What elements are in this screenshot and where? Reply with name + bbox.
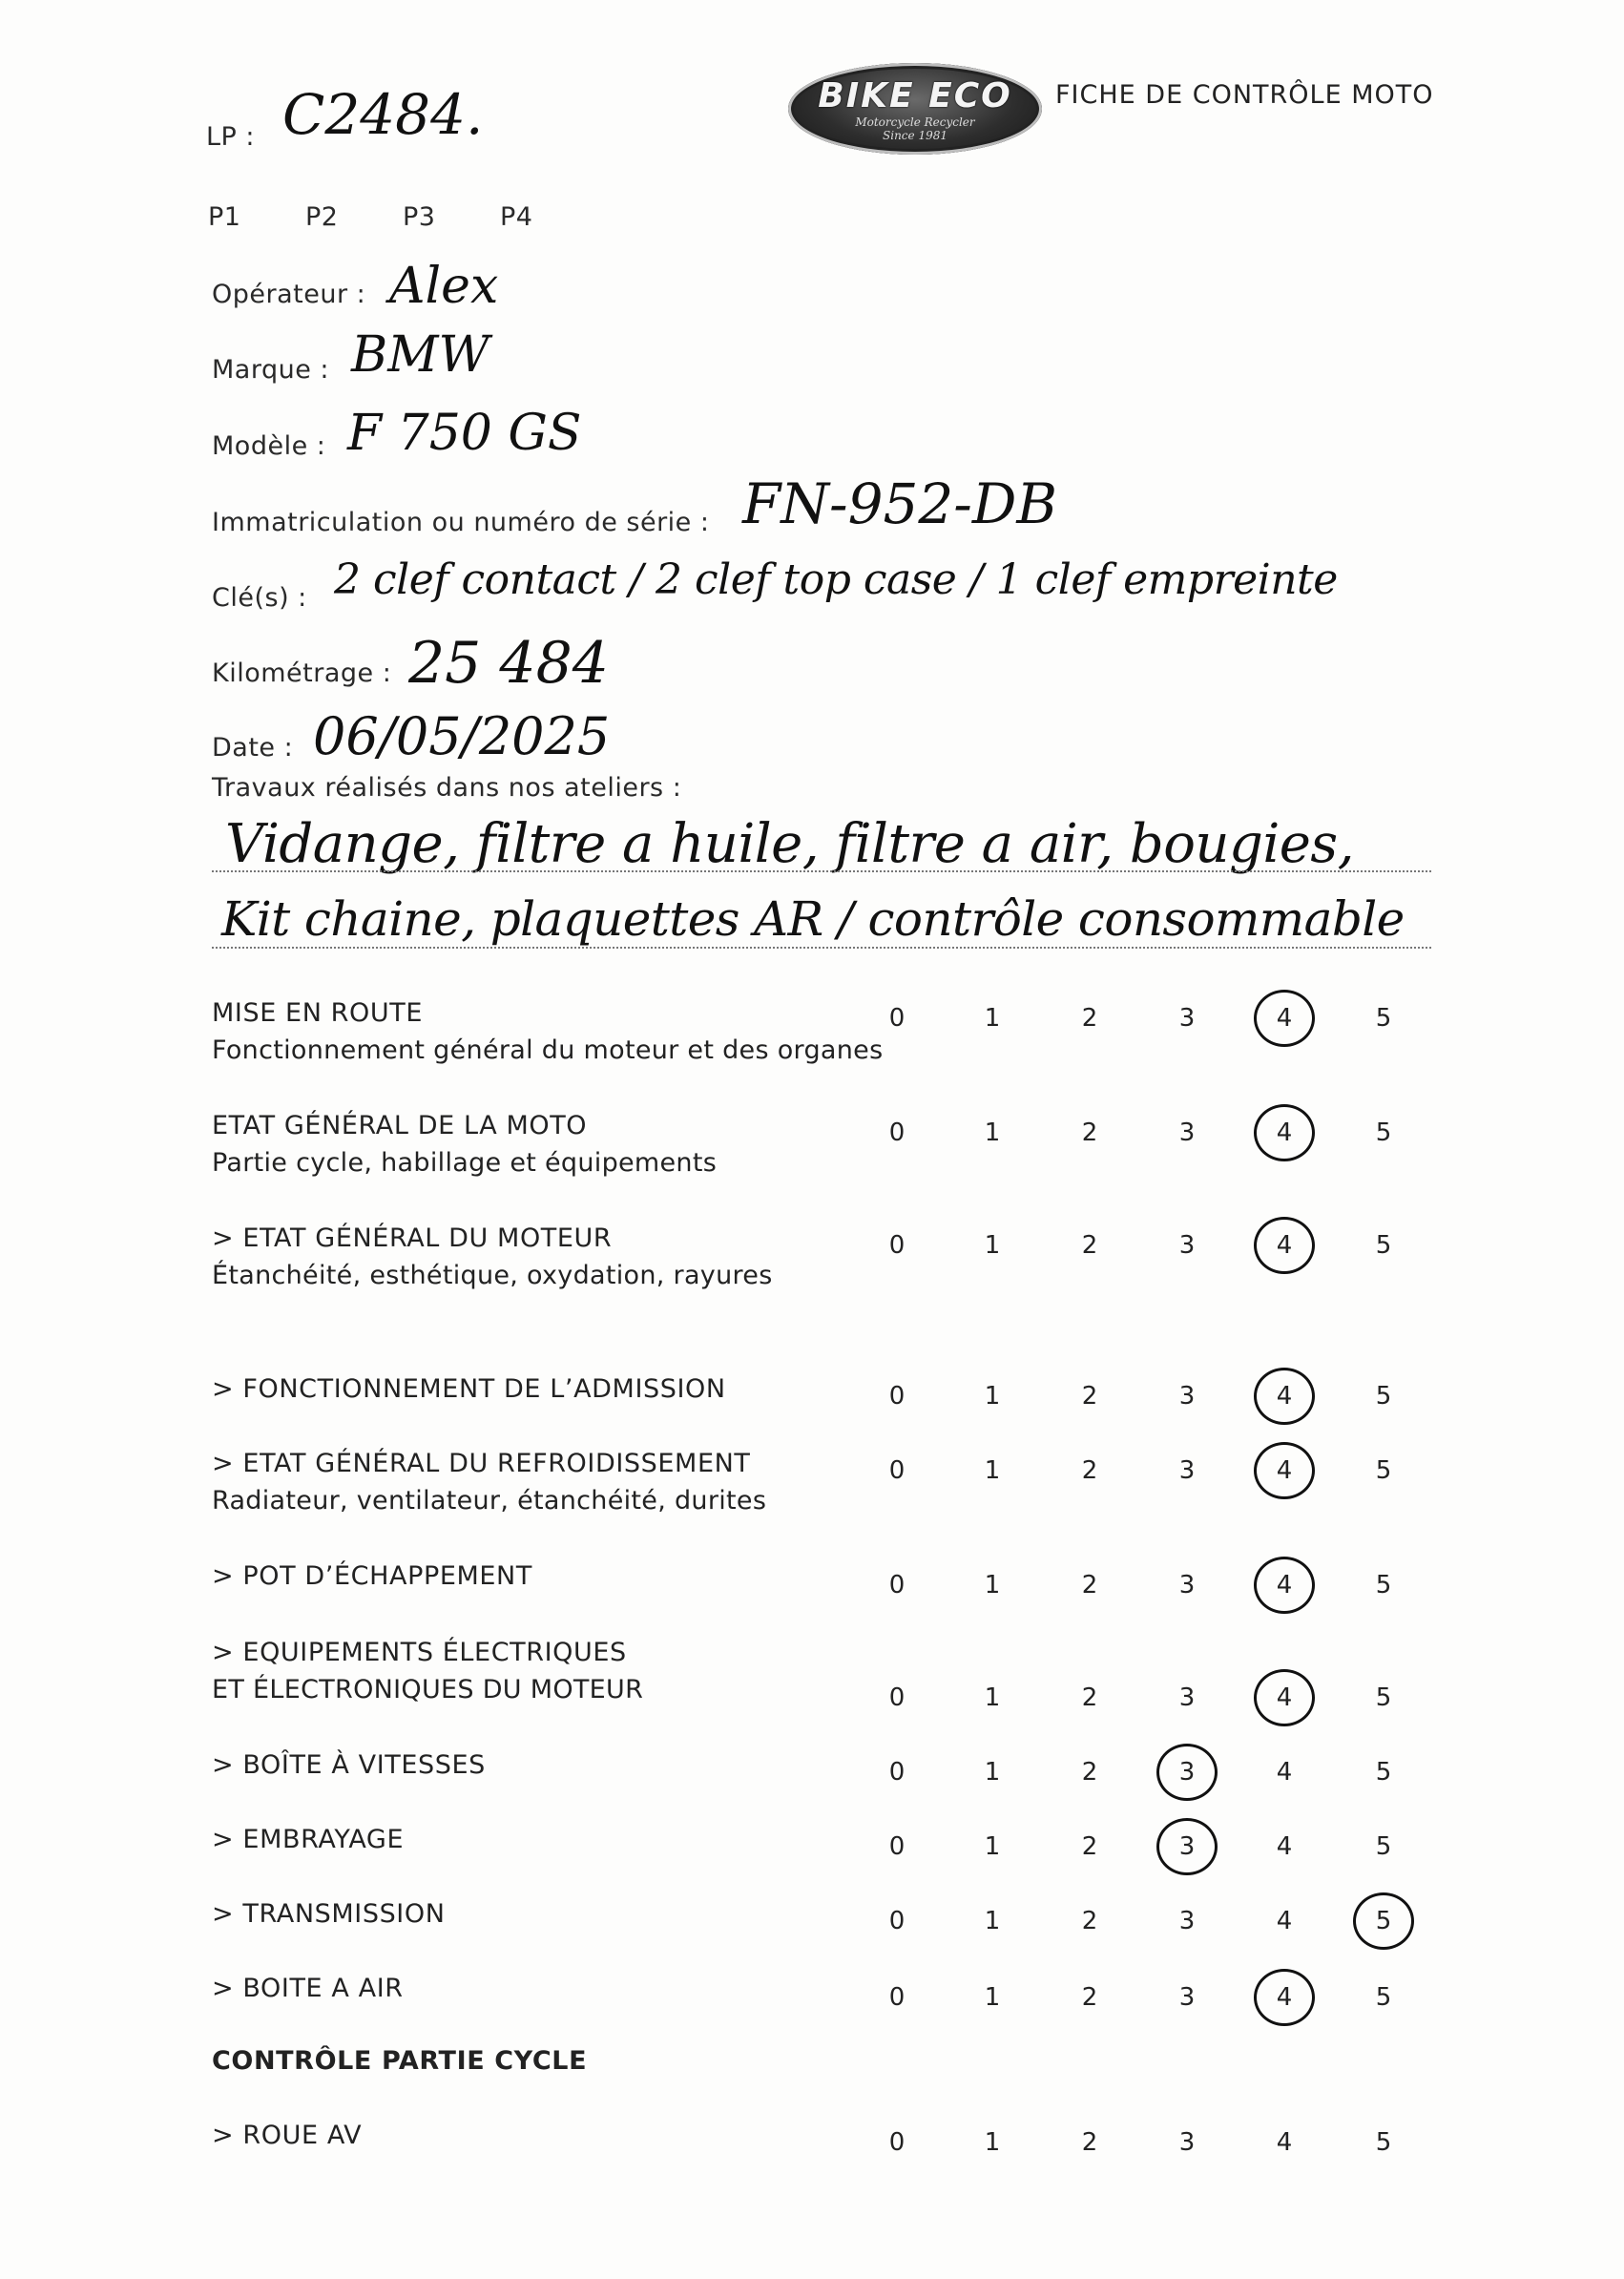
checklist-item-score-1[interactable]: 1 (984, 1119, 1001, 1147)
checklist-item-score-3[interactable]: 3 (1178, 1758, 1196, 1787)
cles-value: 2 clef contact / 2 clef top case / 1 clef empreinte (334, 555, 1338, 604)
logo-tagline-1: Motorcycle Recycler (855, 115, 975, 129)
cycle-item-score-0[interactable]: 0 (888, 2128, 906, 2157)
checklist-item-title: > BOÎTE À VITESSES (212, 1750, 486, 1780)
checklist-item-score-4[interactable]: 4 (1276, 1907, 1293, 1935)
checklist-item-score-4[interactable]: 4 (1276, 1683, 1293, 1712)
checklist-item-score-4[interactable]: 4 (1276, 1571, 1293, 1599)
checklist-item-score-0[interactable]: 0 (888, 1832, 906, 1861)
cycle-item-score-2[interactable]: 2 (1081, 2128, 1098, 2157)
checklist-item-selected-circle (1254, 1217, 1315, 1274)
checklist-item-score-5[interactable]: 5 (1375, 1119, 1392, 1147)
checklist-item-score-2[interactable]: 2 (1081, 1571, 1098, 1599)
checklist-item-score-4[interactable]: 4 (1276, 1758, 1293, 1787)
checklist-item-score-1[interactable]: 1 (984, 1456, 1001, 1485)
checklist-item-score-2[interactable]: 2 (1081, 1119, 1098, 1147)
travaux-line-2: Kit chaine, plaquettes AR / contrôle consommable (221, 891, 1405, 947)
checklist-item-score-2[interactable]: 2 (1081, 1907, 1098, 1935)
checklist-item-score-0[interactable]: 0 (888, 1907, 906, 1935)
cycle-section-title: CONTRÔLE PARTIE CYCLE (212, 2046, 588, 2076)
checklist-item-score-0[interactable]: 0 (888, 1983, 906, 2012)
marque-label: Marque : (212, 355, 330, 385)
checklist-item-score-5[interactable]: 5 (1375, 1832, 1392, 1861)
immat-label: Immatriculation ou numéro de série : (212, 508, 710, 537)
checklist-item-title: > POT D’ÉCHAPPEMENT (212, 1561, 532, 1591)
checklist-item-score-1[interactable]: 1 (984, 1758, 1001, 1787)
cycle-item-score-4[interactable]: 4 (1276, 2128, 1293, 2157)
date-value: 06/05/2025 (313, 706, 611, 766)
checklist-item-title: > ETAT GÉNÉRAL DU REFROIDISSEMENT (212, 1449, 751, 1478)
checklist-item-score-0[interactable]: 0 (888, 1119, 906, 1147)
checklist-item-score-1[interactable]: 1 (984, 1571, 1001, 1599)
checklist-item-score-4[interactable]: 4 (1276, 1456, 1293, 1485)
travaux-label: Travaux réalisés dans nos ateliers : (212, 773, 682, 803)
checklist-item-score-3[interactable]: 3 (1178, 1983, 1196, 2012)
position-p1: P1 (208, 202, 241, 232)
checklist-item-row-3 (212, 1374, 726, 1404)
checklist-item-score-2[interactable]: 2 (1081, 1832, 1098, 1861)
cles-label: Clé(s) : (212, 583, 307, 613)
checklist-item-score-2[interactable]: 2 (1081, 1231, 1098, 1260)
checklist-item-score-4[interactable]: 4 (1276, 1382, 1293, 1411)
checklist-item-title: > TRANSMISSION (212, 1899, 446, 1929)
travaux-dotted-line-2 (212, 947, 1431, 949)
checklist-item-row-7 (212, 1750, 486, 1780)
checklist-item-row-9 (212, 1899, 446, 1929)
checklist-item-score-2[interactable]: 2 (1081, 1004, 1098, 1033)
operateur-label: Opérateur : (212, 280, 366, 309)
checklist-item-score-3[interactable]: 3 (1178, 1907, 1196, 1935)
km-value: 25 484 (408, 630, 609, 697)
checklist-item-score-5[interactable]: 5 (1375, 1231, 1392, 1260)
checklist-item-row-5 (212, 1561, 532, 1591)
checklist-item-row-8 (212, 1825, 404, 1854)
checklist-item-score-1[interactable]: 1 (984, 1683, 1001, 1712)
cycle-item-score-3[interactable]: 3 (1178, 2128, 1196, 2157)
travaux-dotted-line-1 (212, 870, 1431, 872)
km-label: Kilométrage : (212, 659, 392, 688)
checklist-item-score-2[interactable]: 2 (1081, 1758, 1098, 1787)
checklist-item-selected-circle (1254, 1669, 1315, 1726)
checklist-item-score-5[interactable]: 5 (1375, 1983, 1392, 2012)
checklist-item-selected-circle (1254, 990, 1315, 1047)
checklist-item-score-0[interactable]: 0 (888, 1758, 906, 1787)
checklist-item-selected-circle (1254, 1969, 1315, 2026)
checklist-item-score-1[interactable]: 1 (984, 1832, 1001, 1861)
checklist-item-score-2[interactable]: 2 (1081, 1683, 1098, 1712)
cycle-item-row-0 (212, 2121, 362, 2150)
logo-text: BIKE ECO (818, 76, 1012, 115)
checklist-item-score-0[interactable]: 0 (888, 1683, 906, 1712)
checklist-item-subtitle: Fonctionnement général du moteur et des organes (212, 1035, 884, 1065)
checklist-item-title: > ETAT GÉNÉRAL DU MOTEUR (212, 1223, 613, 1253)
checklist-item-selected-circle (1254, 1104, 1315, 1161)
checklist-item-score-3[interactable]: 3 (1178, 1456, 1196, 1485)
bike-eco-logo (788, 63, 1042, 155)
operateur-value: Alex (389, 258, 499, 315)
checklist-item-row-2 (212, 1223, 773, 1290)
checklist-item-selected-circle (1254, 1557, 1315, 1614)
checklist-item-score-3[interactable]: 3 (1178, 1004, 1196, 1033)
checklist-item-score-1[interactable]: 1 (984, 1907, 1001, 1935)
checklist-item-row-10 (212, 1974, 404, 2003)
checklist-item-title: > BOITE A AIR (212, 1974, 404, 2003)
checklist-item-score-4[interactable]: 4 (1276, 1231, 1293, 1260)
checklist-item-row-4 (212, 1449, 766, 1516)
checklist-item-score-1[interactable]: 1 (984, 1231, 1001, 1260)
checklist-item-score-0[interactable]: 0 (888, 1231, 906, 1260)
checklist-item-score-2[interactable]: 2 (1081, 1382, 1098, 1411)
checklist-item-selected-circle (1156, 1818, 1218, 1875)
checklist-item-score-4[interactable]: 4 (1276, 1004, 1293, 1033)
logo-tagline-2: Since 1981 (883, 129, 947, 142)
checklist-item-selected-circle (1254, 1368, 1315, 1425)
checklist-item-selected-circle (1254, 1442, 1315, 1499)
immat-value: FN-952-DB (742, 471, 1058, 536)
checklist-item-score-3[interactable]: 3 (1178, 1832, 1196, 1861)
checklist-item-score-5[interactable]: 5 (1375, 1004, 1392, 1033)
checklist-item-score-3[interactable]: 3 (1178, 1119, 1196, 1147)
lp-label: LP : (206, 122, 256, 152)
modele-value: F 750 GS (347, 405, 582, 462)
checklist-item-title: > EQUIPEMENTS ÉLECTRIQUES (212, 1638, 627, 1667)
date-label: Date : (212, 733, 294, 763)
position-p4: P4 (500, 202, 533, 232)
checklist-item-score-5[interactable]: 5 (1375, 1382, 1392, 1411)
checklist-item-score-5[interactable]: 5 (1375, 1758, 1392, 1787)
checklist-item-title: ETAT GÉNÉRAL DE LA MOTO (212, 1111, 588, 1140)
travaux-line-1: Vidange, filtre a huile, filtre a air, bougies, (225, 813, 1354, 875)
checklist-item-score-5[interactable]: 5 (1375, 1456, 1392, 1485)
checklist-item-score-5[interactable]: 5 (1375, 1571, 1392, 1599)
checklist-item-score-5[interactable]: 5 (1375, 1683, 1392, 1712)
checklist-item-score-3[interactable]: 3 (1178, 1683, 1196, 1712)
checklist-item-score-4[interactable]: 4 (1276, 1119, 1293, 1147)
lp-value: C2484. (282, 82, 484, 147)
position-p3: P3 (403, 202, 436, 232)
checklist-item-selected-circle (1353, 1892, 1414, 1950)
page-title: FICHE DE CONTRÔLE MOTO (1055, 80, 1434, 110)
checklist-item-score-4[interactable]: 4 (1276, 1832, 1293, 1861)
checklist-item-row-1 (212, 1111, 717, 1178)
checklist-item-score-0[interactable]: 0 (888, 1382, 906, 1411)
checklist-item-subtitle: Radiateur, ventilateur, étanchéité, durites (212, 1486, 767, 1516)
cycle-item-score-1[interactable]: 1 (984, 2128, 1001, 2157)
checklist-item-selected-circle (1156, 1744, 1218, 1801)
checklist-item-score-0[interactable]: 0 (888, 1571, 906, 1599)
modele-label: Modèle : (212, 431, 326, 461)
checklist-item-subtitle: ET ÉLECTRONIQUES DU MOTEUR (212, 1675, 644, 1704)
checklist-item-subtitle: Étanchéité, esthétique, oxydation, rayures (212, 1261, 773, 1290)
checklist-item-row-0 (212, 998, 883, 1065)
checklist-item-score-5[interactable]: 5 (1375, 1907, 1392, 1935)
checklist-item-row-6 (212, 1638, 643, 1704)
checklist-item-score-3[interactable]: 3 (1178, 1382, 1196, 1411)
checklist-item-score-1[interactable]: 1 (984, 1004, 1001, 1033)
checklist-item-score-1[interactable]: 1 (984, 1382, 1001, 1411)
cycle-item-score-5[interactable]: 5 (1375, 2128, 1392, 2157)
checklist-item-score-3[interactable]: 3 (1178, 1231, 1196, 1260)
checklist-item-subtitle: Partie cycle, habillage et équipements (212, 1148, 718, 1178)
marque-value: BMW (351, 326, 489, 384)
checklist-item-score-2[interactable]: 2 (1081, 1983, 1098, 2012)
cycle-item-title: > ROUE AV (212, 2121, 363, 2150)
checklist-item-score-1[interactable]: 1 (984, 1983, 1001, 2012)
checklist-item-title: > EMBRAYAGE (212, 1825, 405, 1854)
checklist-item-score-3[interactable]: 3 (1178, 1571, 1196, 1599)
checklist-item-score-0[interactable]: 0 (888, 1456, 906, 1485)
checklist-item-score-0[interactable]: 0 (888, 1004, 906, 1033)
checklist-item-title: MISE EN ROUTE (212, 998, 424, 1028)
position-p2: P2 (305, 202, 339, 232)
checklist-item-score-4[interactable]: 4 (1276, 1983, 1293, 2012)
checklist-item-title: > FONCTIONNEMENT DE L’ADMISSION (212, 1374, 726, 1404)
checklist-item-score-2[interactable]: 2 (1081, 1456, 1098, 1485)
